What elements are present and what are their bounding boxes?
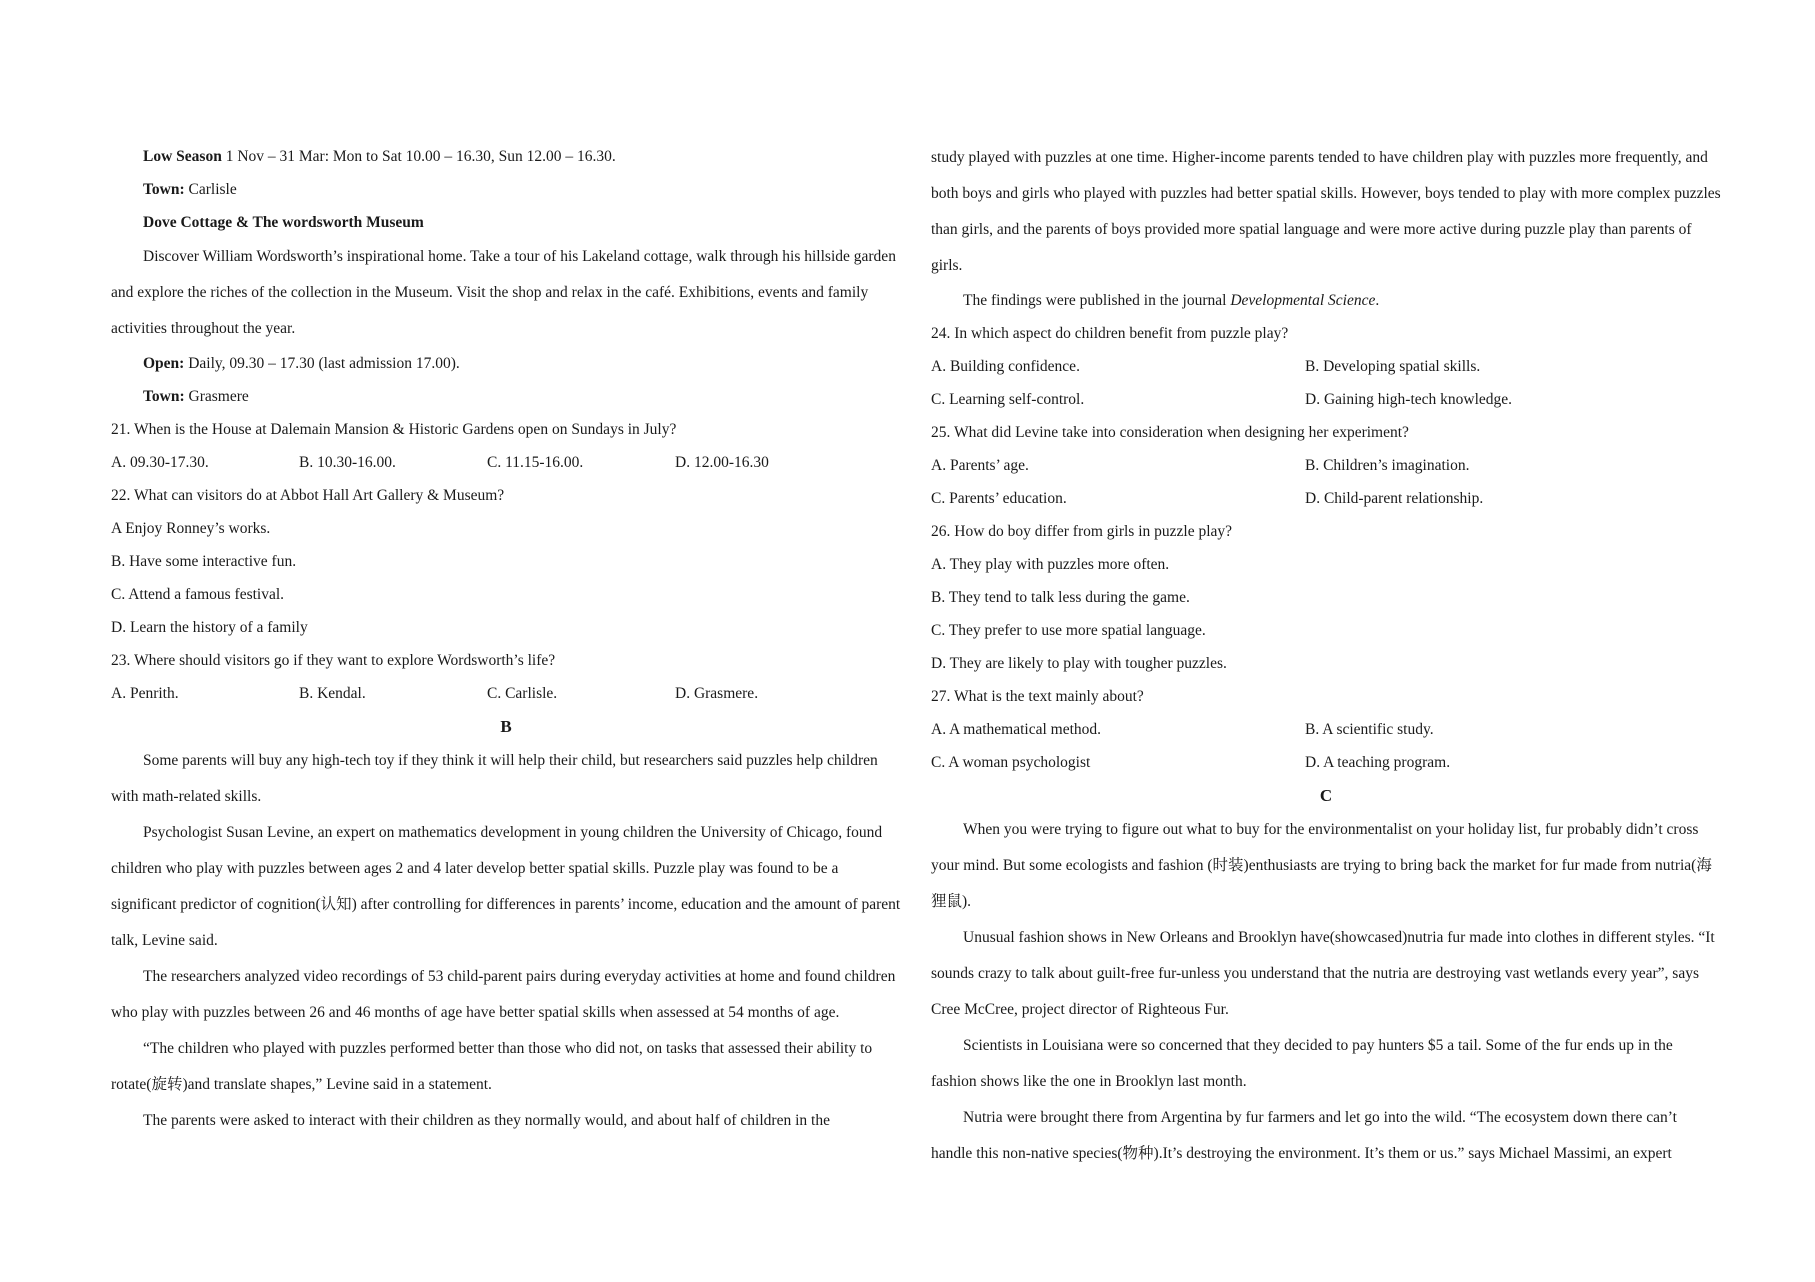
option-a: A. Building confidence. [931, 358, 1080, 375]
option-c: C. Attend a famous festival. [111, 586, 285, 603]
paragraph: Unusual fashion shows in New Orleans and Brooklyn have(showcased)nutria fur made into clothes in different styles. “It sounds crazy to talk about guilt-free fur-unless you understand that the nutria are destroying vast wetlands every year”, says Cree McCree, project director of Righteous Fur. [931, 929, 1715, 1018]
open-label: Open: [143, 355, 185, 372]
question-24: 24. In which aspect do children benefit from puzzle play? [931, 325, 1289, 342]
option-c: C. A woman psychologist [931, 754, 1091, 771]
section-heading-c: C [1319, 786, 1333, 805]
question-22: 22. What can visitors do at Abbot Hall Art Gallery & Museum? [111, 487, 505, 504]
option-d: D. Child-parent relationship. [1305, 490, 1484, 507]
question-23: 23. Where should visitors go if they want to explore Wordsworth’s life? [111, 652, 556, 669]
low-season-text: 1 Nov – 31 Mar: Mon to Sat 10.00 – 16.30, Sun 12.00 – 16.30. [221, 148, 616, 165]
question-24-options-row2 [931, 383, 1721, 416]
question-25-options-row1 [931, 449, 1721, 482]
town-value: Grasmere [184, 388, 249, 405]
town-grasmere-line [111, 380, 901, 413]
town-value: Carlisle [184, 181, 237, 198]
open-value: Daily, 09.30 – 17.30 (last admission 17.00). [184, 355, 460, 372]
option-b: B. Developing spatial skills. [1305, 358, 1481, 375]
option-b: B. Children’s imagination. [1305, 457, 1470, 474]
question-26: 26. How do boy differ from girls in puzzle play? [931, 523, 1233, 540]
option-a: A. A mathematical method. [931, 721, 1102, 738]
town-label: Town: [143, 181, 185, 198]
findings-text: The findings were published in the journal [963, 292, 1231, 309]
question-21: 21. When is the House at Dalemain Mansion & Historic Gardens open on Sundays in July? [111, 421, 677, 438]
option-a: A. Parents’ age. [931, 457, 1029, 474]
town-carlisle-line [111, 173, 901, 206]
option-b: B. A scientific study. [1305, 721, 1434, 738]
option-b: B. Kendal. [299, 685, 366, 702]
paragraph: The researchers analyzed video recordings of 53 child-parent pairs during everyday activities at home and found children who play with puzzles between 26 and 46 months of age have better spatial skills when assessed at 54 months of age. [111, 968, 896, 1021]
option-a: A. 09.30-17.30. [111, 454, 209, 471]
paragraph: Nutria were brought there from Argentina by fur farmers and let go into the wild. “The ecosystem down there can’t handle this non-native species(物种).It’s destroying the environment. It’s them or us.” says Michael Massimi, an expert [931, 1109, 1677, 1162]
question-25-options-row2 [931, 482, 1721, 515]
option-b: B. 10.30-16.00. [299, 454, 396, 471]
option-a: A. Penrith. [111, 685, 179, 702]
question-27-options-row2 [931, 746, 1721, 779]
question-21-options [111, 446, 901, 479]
option-d: D. They are likely to play with tougher puzzles. [931, 655, 1227, 672]
open-hours-line [111, 347, 901, 380]
option-d: D. Gaining high-tech knowledge. [1305, 391, 1513, 408]
option-a: A. They play with puzzles more often. [931, 556, 1170, 573]
journal-name: Developmental Science [1230, 292, 1376, 309]
low-season-line [111, 140, 901, 173]
question-23-options [111, 677, 901, 710]
option-a: A Enjoy Ronney’s works. [111, 520, 271, 537]
left-column [111, 140, 901, 1139]
option-d: D. A teaching program. [1305, 754, 1451, 771]
paragraph: When you were trying to figure out what to buy for the environmentalist on your holiday list, fur probably didn’t cross your mind. But some ecologists and fashion (时装)enthusiasts are trying to bring back the market for fur made from nutria(海狸鼠). [931, 821, 1712, 910]
paragraph: Scientists in Louisiana were so concerned that they decided to pay hunters $5 a tail. Some of the fur ends up in the fashion shows like the one in Brooklyn last month. [931, 1037, 1673, 1090]
question-27-options-row1 [931, 713, 1721, 746]
option-d: D. Learn the history of a family [111, 619, 308, 636]
dove-cottage-title: Dove Cottage & The wordsworth Museum [143, 214, 424, 231]
paragraph-continued: study played with puzzles at one time. Higher-income parents tended to have children play with puzzles more frequently, and both boys and girls who played with puzzles had better spatial skills. However, boys tended to play with more complex puzzles than girls, and the parents of boys provided more spatial language and were more active during puzzle play than parents of girls. [931, 149, 1721, 274]
question-27: 27. What is the text mainly about? [931, 688, 1144, 705]
option-c: C. Learning self-control. [931, 391, 1085, 408]
question-25: 25. What did Levine take into consideration when designing her experiment? [931, 424, 1409, 441]
option-b: B. They tend to talk less during the game. [931, 589, 1190, 606]
section-heading-b: B [500, 717, 512, 736]
town-label: Town: [143, 388, 185, 405]
option-d: D. Grasmere. [675, 685, 759, 702]
dove-cottage-description: Discover William Wordsworth’s inspirational home. Take a tour of his Lakeland cottage, walk through his hillside garden and explore the riches of the collection in the Museum. Visit the shop and relax in the café. Exhibitions, events and family activities throughout the year. [111, 248, 896, 337]
option-c: C. 11.15-16.00. [487, 454, 584, 471]
paragraph: Psychologist Susan Levine, an expert on mathematics development in young children the University of Chicago, found children who play with puzzles between ages 2 and 4 later develop better spatial skills. Puzzle play was found to be a significant predictor of cognition(认知) after controlling for differences in parents’ income, education and the amount of parent talk, Levine said. [111, 824, 901, 949]
paragraph: The parents were asked to interact with their children as they normally would, and about half of children in the [143, 1112, 830, 1129]
option-d: D. 12.00-16.30 [675, 454, 769, 471]
question-24-options-row1 [931, 350, 1721, 383]
option-b: B. Have some interactive fun. [111, 553, 297, 570]
low-season-label: Low Season [143, 148, 222, 165]
findings-line [931, 284, 1721, 317]
findings-end: . [1375, 292, 1380, 309]
paragraph: Some parents will buy any high-tech toy if they think it will help their child, but researchers said puzzles help children with math-related skills. [111, 752, 878, 805]
option-c: C. Carlisle. [487, 685, 558, 702]
option-c: C. Parents’ education. [931, 490, 1067, 507]
paragraph: “The children who played with puzzles performed better than those who did not, on tasks that assessed their ability to rotate(旋转)and translate shapes,” Levine said in a statement. [111, 1040, 873, 1093]
right-column [931, 140, 1721, 1172]
option-c: C. They prefer to use more spatial language. [931, 622, 1206, 639]
